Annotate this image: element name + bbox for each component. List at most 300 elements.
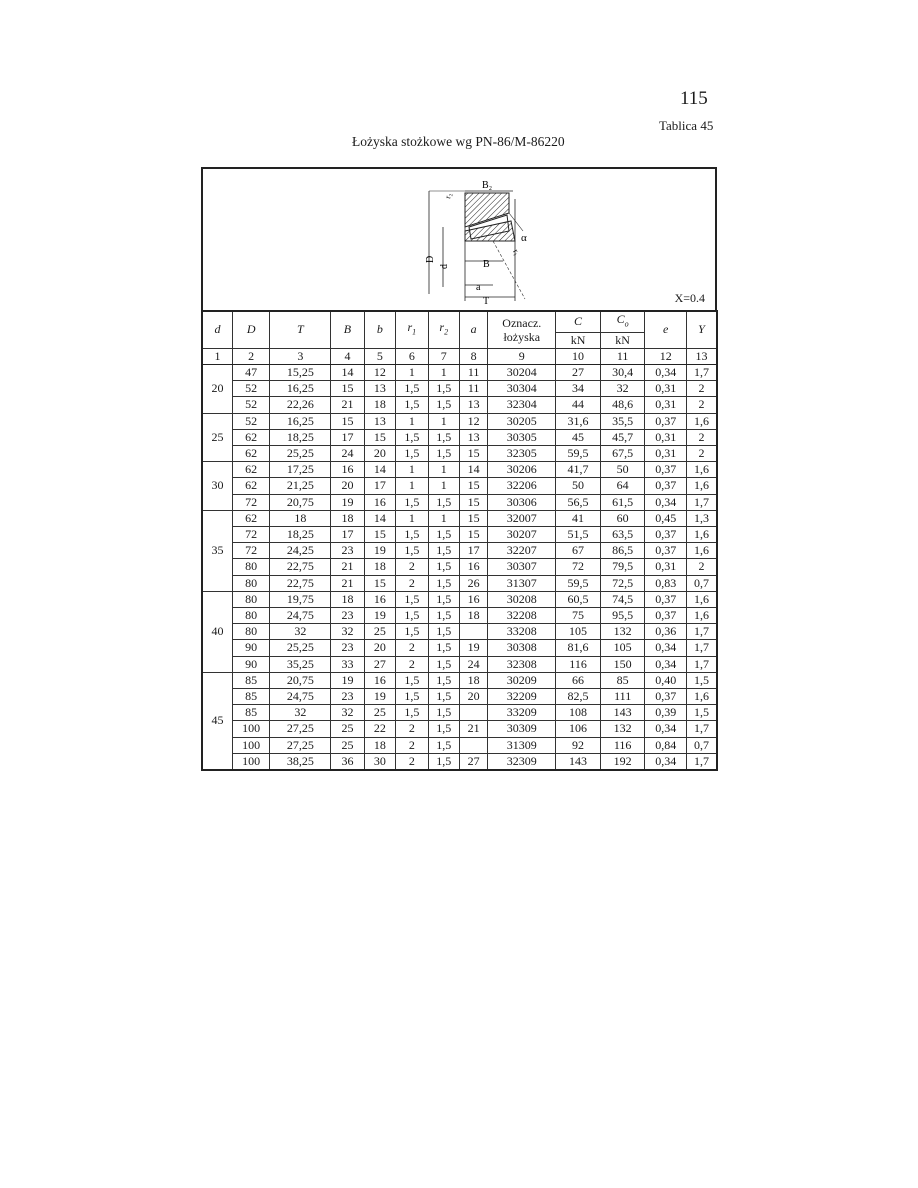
table-cell: 32308 [488,656,556,672]
table-cell: 15 [331,413,364,429]
table-cell: 15 [459,446,487,462]
header-Co-unit: kN [600,332,645,348]
table-cell: 100 [232,721,270,737]
label-alpha: α [521,232,527,244]
table-cell: 1,7 [687,494,718,510]
table-cell: 1,3 [687,510,718,526]
column-number: 6 [396,348,428,364]
table-cell: 56,5 [556,494,601,510]
table-cell: 72,5 [600,575,645,591]
table-cell: 14 [331,365,364,381]
table-cell: 27 [364,656,395,672]
table-cell: 30204 [488,365,556,381]
column-number: 7 [428,348,459,364]
table-cell: 22,75 [270,575,331,591]
table-cell: 85 [232,705,270,721]
table-cell: 1 [396,478,428,494]
table-cell: 72 [232,543,270,559]
table-cell: 14 [364,462,395,478]
table-cell: 1,5 [428,575,459,591]
table-cell: 80 [232,591,270,607]
table-cell: 150 [600,656,645,672]
table-row [202,575,717,591]
table-cell: 18 [459,608,487,624]
header-Y: Y [687,311,718,348]
table-cell: 24,75 [270,689,331,705]
table-cell: 30304 [488,381,556,397]
table-cell: 1,5 [428,429,459,445]
label-D: D [425,255,436,263]
table-row [202,640,717,656]
bore-diameter-cell: 20 [202,365,232,414]
table-cell: 2 [396,721,428,737]
table-cell: 0,34 [645,753,687,770]
table-row [202,397,717,413]
table-cell: 23 [331,608,364,624]
table-cell [459,624,487,640]
table-cell: 50 [556,478,601,494]
table-cell: 86,5 [600,543,645,559]
table-cell: 62 [232,478,270,494]
table-row [202,591,717,607]
table-row [202,656,717,672]
table-cell: 2 [396,640,428,656]
table-row [202,737,717,753]
table-cell: 32 [270,624,331,640]
table-cell: 19 [331,672,364,688]
header-Co: $C_o$ [600,311,645,332]
table-cell: 1,5 [428,446,459,462]
table-cell: 106 [556,721,601,737]
table-cell: 15 [459,494,487,510]
table-cell: 192 [600,753,645,770]
table-cell: 1 [428,510,459,526]
table-cell: 1,5 [428,591,459,607]
table-cell: 1,5 [428,527,459,543]
table-cell: 13 [459,397,487,413]
table-cell: 25 [331,721,364,737]
table-cell: 85 [600,672,645,688]
column-number: 1 [202,348,232,364]
table-cell: 116 [556,656,601,672]
table-cell: 41,7 [556,462,601,478]
table-cell: 67 [556,543,601,559]
table-cell: 44 [556,397,601,413]
table-row [202,608,717,624]
table-cell: 1,5 [396,608,428,624]
table-cell: 15 [364,527,395,543]
table-cell: 13 [364,413,395,429]
table-cell: 19 [364,543,395,559]
table-cell: 1,5 [428,737,459,753]
table-row [202,624,717,640]
table-label: Tablica 45 [659,118,714,133]
document-title: Łożyska stożkowe wg PN-86/M-86220 [352,134,565,149]
table-cell: 2 [396,753,428,770]
table-cell: 16 [459,559,487,575]
table-cell: 1 [428,478,459,494]
table-cell: 17 [364,478,395,494]
table-cell: 143 [556,753,601,770]
table-cell: 95,5 [600,608,645,624]
table-cell: 30308 [488,640,556,656]
bearing-data-table [201,310,718,771]
table-cell: 33208 [488,624,556,640]
table-cell: 25 [364,624,395,640]
table-cell: 105 [600,640,645,656]
table-cell: 48,6 [600,397,645,413]
table-cell: 23 [331,689,364,705]
table-cell: 16,25 [270,381,331,397]
table-cell: 59,5 [556,446,601,462]
table-cell: 1,5 [428,656,459,672]
table-cell: 2 [396,737,428,753]
table-row [202,510,717,526]
bore-diameter-cell: 30 [202,462,232,511]
table-cell: 2 [687,381,718,397]
table-cell: 32 [270,705,331,721]
table-cell: 23 [331,543,364,559]
column-number: 8 [459,348,487,364]
table-cell: 30309 [488,721,556,737]
table-cell: 51,5 [556,527,601,543]
table-cell: 11 [459,381,487,397]
table-cell: 27 [459,753,487,770]
table-cell: 62 [232,446,270,462]
table-cell: 32304 [488,397,556,413]
table-cell: 0,39 [645,705,687,721]
table-cell: 1,6 [687,608,718,624]
table-cell: 15 [459,478,487,494]
table-cell: 132 [600,624,645,640]
table-row [202,446,717,462]
table-cell: 14 [364,510,395,526]
table-row [202,721,717,737]
header-b: b [364,311,395,348]
table-cell: 16 [364,672,395,688]
table-cell: 85 [232,672,270,688]
table-cell: 25 [364,705,395,721]
table-cell: 50 [600,462,645,478]
table-cell: 12 [459,413,487,429]
table-cell: 30207 [488,527,556,543]
header-D: D [232,311,270,348]
table-cell: 0,31 [645,559,687,575]
table-cell: 60,5 [556,591,601,607]
table-cell: 2 [396,656,428,672]
table-cell: 0,34 [645,721,687,737]
table-cell: 105 [556,624,601,640]
table-cell: 1,5 [687,705,718,721]
table-cell: 80 [232,559,270,575]
table-cell: 21,25 [270,478,331,494]
table-cell: 17 [331,527,364,543]
table-cell: 132 [600,721,645,737]
table-cell: 1,6 [687,591,718,607]
table-cell: 63,5 [600,527,645,543]
bore-diameter-cell: 25 [202,413,232,462]
label-a: a [476,282,481,293]
table-cell: 32206 [488,478,556,494]
table-cell: 0,40 [645,672,687,688]
table-cell: 20 [364,446,395,462]
table-cell: 32309 [488,753,556,770]
table-cell: 17 [459,543,487,559]
table-cell: 52 [232,413,270,429]
header-B: B [331,311,364,348]
table-cell: 30,4 [600,365,645,381]
table-cell: 18,25 [270,527,331,543]
page-number: 115 [680,88,708,109]
table-cell: 0,34 [645,365,687,381]
table-cell: 67,5 [600,446,645,462]
table-cell: 30209 [488,672,556,688]
table-cell: 82,5 [556,689,601,705]
table-cell: 20 [459,689,487,705]
table-cell: 1,5 [396,672,428,688]
table-cell: 1,6 [687,478,718,494]
table-cell: 17,25 [270,462,331,478]
table-cell: 1,5 [428,381,459,397]
table-cell: 19 [459,640,487,656]
table-cell: 30 [364,753,395,770]
table-cell: 1 [428,462,459,478]
table-cell: 30306 [488,494,556,510]
table-cell: 13 [459,429,487,445]
column-number: 4 [331,348,364,364]
table-cell: 0,31 [645,446,687,462]
table-cell: 81,6 [556,640,601,656]
table-cell: 41 [556,510,601,526]
table-cell: 16 [331,462,364,478]
table-cell: 2 [396,559,428,575]
table-cell: 1,5 [428,543,459,559]
table-cell: 75 [556,608,601,624]
column-number: 9 [488,348,556,364]
tapered-bearing-diagram [203,169,719,312]
table-cell: 0,34 [645,494,687,510]
table-cell: 0,34 [645,640,687,656]
table-row [202,381,717,397]
table-cell: 0,31 [645,429,687,445]
table-cell: 1,5 [687,672,718,688]
table-cell: 0,84 [645,737,687,753]
column-number: 12 [645,348,687,364]
table-cell: 35,5 [600,413,645,429]
header-designation: Oznacz. łożyska [488,311,556,348]
table-cell: 31309 [488,737,556,753]
table-cell: 1,5 [428,624,459,640]
table-cell: 1,7 [687,624,718,640]
table-cell: 72 [556,559,601,575]
table-cell: 52 [232,381,270,397]
table-cell: 64 [600,478,645,494]
table-cell: 0,31 [645,397,687,413]
table-cell: 20,75 [270,672,331,688]
table-cell: 18 [364,397,395,413]
table-cell: 1,6 [687,462,718,478]
table-cell: 21 [331,575,364,591]
column-number: 3 [270,348,331,364]
table-cell: 100 [232,737,270,753]
table-cell: 116 [600,737,645,753]
header-r1: $r_1$ [396,311,428,348]
table-cell: 62 [232,462,270,478]
table-cell: 1,5 [428,640,459,656]
table-cell: 1,5 [396,591,428,607]
table-row [202,527,717,543]
table-cell: 2 [687,429,718,445]
table-cell: 0,37 [645,608,687,624]
table-cell: 1,5 [396,429,428,445]
table-cell: 21 [331,559,364,575]
table-cell: 38,25 [270,753,331,770]
table-cell: 14 [459,462,487,478]
header-C: C [556,311,601,332]
table-cell: 13 [364,381,395,397]
table-cell: 62 [232,429,270,445]
table-cell: 1,5 [396,689,428,705]
table-cell: 18 [331,591,364,607]
table-cell: 0,7 [687,737,718,753]
table-cell: 47 [232,365,270,381]
table-cell: 32 [600,381,645,397]
table-cell: 22,75 [270,559,331,575]
table-cell: 0,37 [645,527,687,543]
table-cell: 108 [556,705,601,721]
table-cell: 1,5 [428,689,459,705]
table-row [202,753,717,770]
table-cell: 22,26 [270,397,331,413]
table-cell: 0,37 [645,543,687,559]
table-cell: 25,25 [270,446,331,462]
table-cell: 0,37 [645,413,687,429]
table-cell: 33 [331,656,364,672]
table-cell: 32007 [488,510,556,526]
table-cell: 18 [331,510,364,526]
table-cell: 80 [232,608,270,624]
table-cell: 1 [396,510,428,526]
table-cell: 32 [331,624,364,640]
table-cell: 25 [331,737,364,753]
column-number: 2 [232,348,270,364]
table-cell [459,705,487,721]
table-cell: 32209 [488,689,556,705]
table-cell: 25,25 [270,640,331,656]
table-cell: 1,7 [687,721,718,737]
table-row [202,478,717,494]
table-cell: 80 [232,624,270,640]
table-cell: 20 [331,478,364,494]
table-row [202,429,717,445]
header-C-unit: kN [556,332,601,348]
table-cell: 35,25 [270,656,331,672]
header-T: T [270,311,331,348]
table-cell: 1,5 [396,543,428,559]
table-cell: 30206 [488,462,556,478]
table-cell: 90 [232,656,270,672]
table-cell: 0,37 [645,478,687,494]
table-cell: 143 [600,705,645,721]
table-cell: 0,31 [645,381,687,397]
table-cell: 61,5 [600,494,645,510]
table-cell: 0,36 [645,624,687,640]
table-cell: 19 [331,494,364,510]
table-cell: 1,5 [428,397,459,413]
table-cell: 0,7 [687,575,718,591]
table-cell: 1 [396,462,428,478]
table-cell: 15 [364,575,395,591]
table-cell: 19 [364,689,395,705]
table-cell: 17 [331,429,364,445]
table-cell: 30205 [488,413,556,429]
label-B2: B₂ [482,180,493,191]
table-row [202,705,717,721]
table-cell: 1 [396,365,428,381]
table-row [202,559,717,575]
table-cell: 11 [459,365,487,381]
header-r2: $r_2$ [428,311,459,348]
table-cell: 0,37 [645,591,687,607]
table-cell: 27 [556,365,601,381]
table-cell: 16 [459,591,487,607]
table-cell: 18 [364,737,395,753]
table-cell: 45,7 [600,429,645,445]
label-B: B [483,259,490,270]
label-d: d [439,264,450,269]
table-cell: 1,6 [687,543,718,559]
table-cell: 60 [600,510,645,526]
label-T: T [483,296,490,307]
table-cell: 32 [331,705,364,721]
table-row [202,462,717,478]
table-cell: 26 [459,575,487,591]
column-number: 13 [687,348,718,364]
column-number-row [202,348,717,364]
bore-diameter-cell: 45 [202,672,232,770]
table-cell: 1,5 [396,494,428,510]
table-cell: 111 [600,689,645,705]
table-cell: 80 [232,575,270,591]
table-cell: 1,7 [687,365,718,381]
table-cell: 74,5 [600,591,645,607]
table-cell: 16,25 [270,413,331,429]
column-number: 10 [556,348,601,364]
table-cell: 12 [364,365,395,381]
table-cell: 18,25 [270,429,331,445]
label-r2: r₂ [443,192,453,200]
table-cell: 24,25 [270,543,331,559]
table-cell: 1,5 [428,753,459,770]
table-body [202,365,717,771]
table-cell: 1,7 [687,656,718,672]
table-cell: 1,5 [428,721,459,737]
table-cell: 1,5 [428,559,459,575]
table-cell: 1 [396,413,428,429]
table-cell: 2 [687,397,718,413]
table-cell: 27,25 [270,721,331,737]
table-cell: 27,25 [270,737,331,753]
table-cell: 15 [364,429,395,445]
table-cell: 16 [364,591,395,607]
table-cell: 19 [364,608,395,624]
table-cell: 1,7 [687,640,718,656]
table-cell: 1,5 [428,705,459,721]
table-cell: 52 [232,397,270,413]
table-cell: 24 [459,656,487,672]
table-row [202,543,717,559]
table-row [202,689,717,705]
